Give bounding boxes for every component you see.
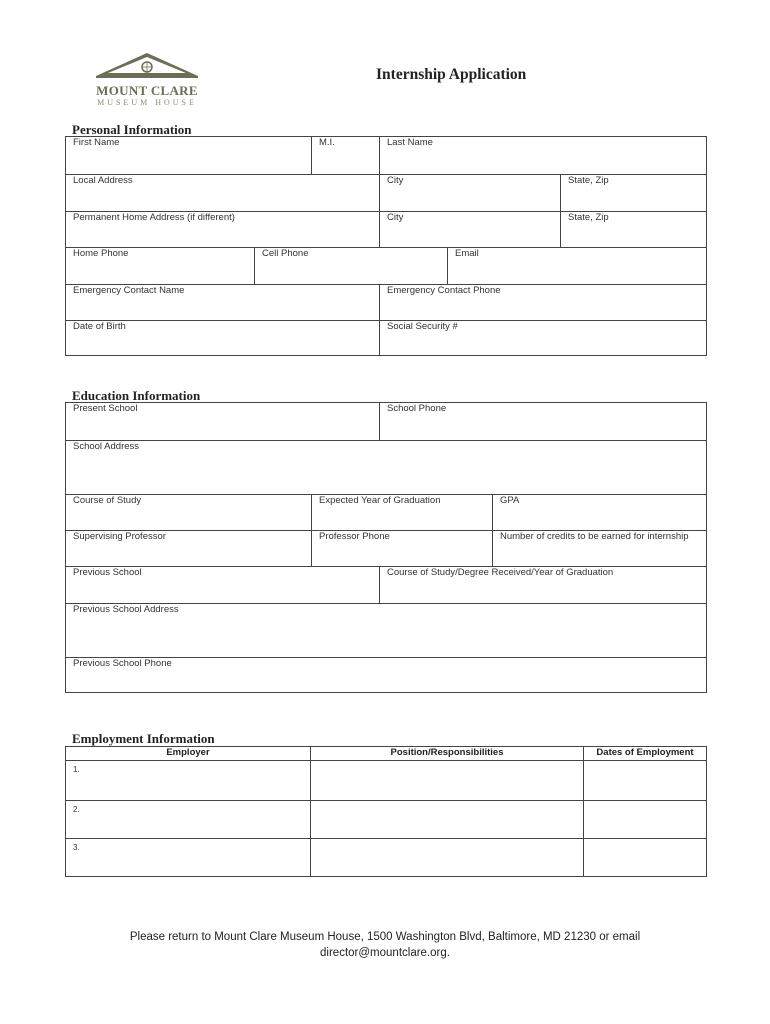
course-of-study-field[interactable]: Course of Study bbox=[73, 495, 142, 506]
date-of-birth-field[interactable]: Date of Birth bbox=[73, 321, 126, 332]
education-heading: Education Information bbox=[72, 388, 201, 403]
email-field[interactable]: Email bbox=[447, 248, 706, 284]
logo-name: MOUNT CLARE bbox=[96, 83, 198, 98]
dates-cell-1[interactable] bbox=[583, 761, 706, 800]
emergency-contact-name-field[interactable]: Emergency Contact Name bbox=[73, 285, 185, 296]
previous-school-phone-field[interactable]: Previous School Phone bbox=[73, 658, 172, 669]
page-title: Internship Application bbox=[376, 66, 527, 83]
personal-info-form bbox=[65, 136, 707, 356]
logo-subtitle: MUSEUM HOUSE bbox=[97, 98, 197, 107]
education-info-form bbox=[65, 402, 707, 693]
employer-cell-1[interactable]: 1. bbox=[73, 765, 80, 774]
dates-cell-3[interactable] bbox=[583, 839, 706, 876]
employment-table bbox=[65, 746, 707, 877]
state-zip-field[interactable]: State, Zip bbox=[560, 175, 706, 211]
table-row bbox=[66, 800, 706, 838]
cell-phone-field[interactable]: Cell Phone bbox=[254, 248, 447, 284]
school-address-field[interactable]: School Address bbox=[73, 441, 140, 452]
emergency-contact-phone-field[interactable]: Emergency Contact Phone bbox=[379, 285, 706, 320]
employer-cell-2[interactable]: 2. bbox=[73, 805, 80, 814]
graduation-year-field[interactable]: Expected Year of Graduation bbox=[311, 495, 492, 530]
home-phone-field[interactable]: Home Phone bbox=[73, 248, 129, 259]
credits-field[interactable]: Number of credits to be earned for internship bbox=[492, 531, 706, 566]
return-instructions-line-2: director@mountclare.org. bbox=[320, 947, 450, 959]
supervising-professor-field[interactable]: Supervising Professor bbox=[73, 531, 166, 542]
employer-column-header: Employer bbox=[166, 747, 210, 758]
return-instructions bbox=[0, 929, 770, 961]
professor-phone-field[interactable]: Professor Phone bbox=[311, 531, 492, 566]
table-row bbox=[66, 760, 706, 800]
mi-field[interactable]: M.I. bbox=[311, 137, 379, 174]
position-cell-1[interactable] bbox=[310, 761, 583, 800]
personal-heading: Personal Information bbox=[72, 122, 192, 137]
local-address-field[interactable]: Local Address bbox=[73, 175, 133, 186]
permanent-address-field[interactable]: Permanent Home Address (if different) bbox=[73, 212, 235, 223]
position-cell-3[interactable] bbox=[310, 839, 583, 876]
city-field[interactable]: City bbox=[379, 175, 560, 211]
dates-column-header: Dates of Employment bbox=[583, 747, 706, 760]
last-name-field[interactable]: Last Name bbox=[379, 137, 706, 174]
table-row bbox=[66, 838, 706, 876]
previous-school-address-field[interactable]: Previous School Address bbox=[73, 604, 179, 615]
employer-cell-3[interactable]: 3. bbox=[73, 843, 80, 852]
previous-course-field[interactable]: Course of Study/Degree Received/Year of Graduation bbox=[379, 567, 706, 603]
present-school-field[interactable]: Present School bbox=[73, 403, 138, 414]
employment-heading: Employment Information bbox=[72, 731, 215, 746]
position-column-header: Position/Responsibilities bbox=[310, 747, 583, 760]
first-name-field[interactable]: First Name bbox=[73, 137, 120, 148]
ssn-field[interactable]: Social Security # bbox=[379, 321, 706, 355]
permanent-state-zip-field[interactable]: State, Zip bbox=[560, 212, 706, 247]
school-phone-field[interactable]: School Phone bbox=[379, 403, 706, 440]
dates-cell-2[interactable] bbox=[583, 801, 706, 838]
permanent-city-field[interactable]: City bbox=[379, 212, 560, 247]
return-instructions-line-1: Please return to Mount Clare Museum House, 1500 Washington Blvd, Baltimore, MD 21230 or email bbox=[129, 931, 641, 943]
previous-school-field[interactable]: Previous School bbox=[73, 567, 142, 578]
gpa-field[interactable]: GPA bbox=[492, 495, 706, 530]
position-cell-2[interactable] bbox=[310, 801, 583, 838]
